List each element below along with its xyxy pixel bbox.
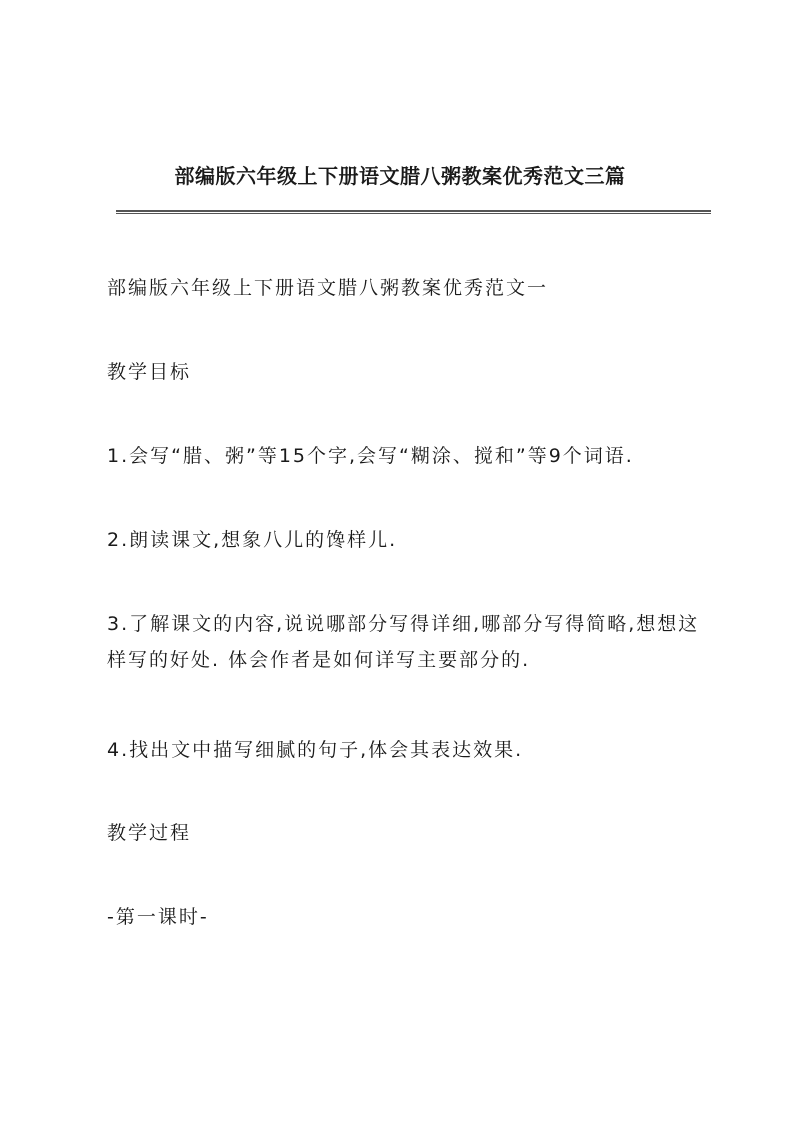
goal-item-4: 4.找出文中描写细腻的句子,体会其表达效果.	[107, 739, 524, 761]
lesson-marker: -第一课时-	[107, 906, 209, 928]
section-heading-goals: 教学目标	[107, 361, 192, 383]
goal-item-3: 3.了解课文的内容,说说哪部分写得详细,哪部分写得简略,想想这样写的好处. 体会作者是如何详写主要部分的.	[107, 613, 700, 671]
document-title: 部编版六年级上下册语文腊八粥教案优秀范文三篇	[174, 164, 626, 188]
title-divider	[116, 210, 711, 214]
goal-item-1: 1.会写“腊、粥”等15个字,会写“糊涂、搅和”等9个词语.	[107, 445, 634, 467]
article-subtitle: 部编版六年级上下册语文腊八粥教案优秀范文一	[107, 277, 549, 299]
goal-item-2: 2.朗读课文,想象八儿的馋样儿.	[107, 529, 398, 551]
section-heading-process: 教学过程	[107, 822, 192, 844]
